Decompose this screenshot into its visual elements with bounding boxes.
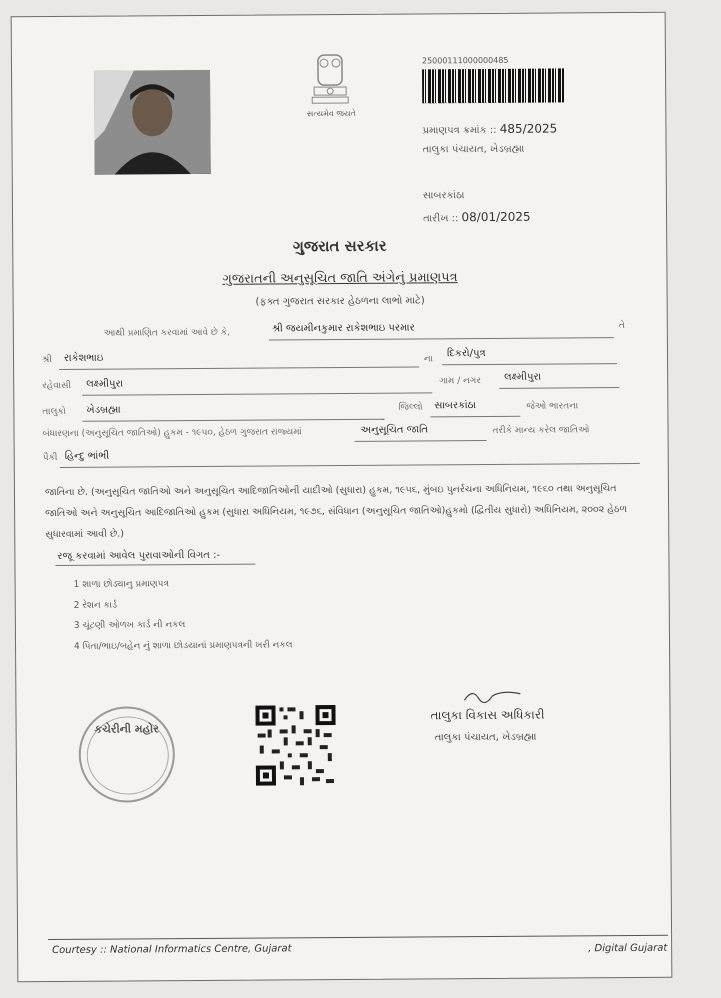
taluka: ખેડબ્રહ્મા	[86, 404, 121, 416]
issue-date: 08/01/2025	[461, 209, 531, 225]
country-suffix: જેઓ ભારતના	[526, 401, 579, 412]
signatory-office: તાલુકા પંચાયત, ખેડબ્રહ્મા	[434, 731, 537, 744]
certificate-subtitle: (ફક્ત ગુજરાત સરકાર હેઠળના લાભો માટે)	[255, 295, 425, 308]
barcode	[422, 68, 564, 103]
documents-list	[74, 573, 293, 657]
name-suffix: તે	[618, 321, 625, 332]
father-name: રાકેશભાઇ	[63, 352, 104, 364]
applicant-photo	[94, 70, 211, 175]
document-item: 3 ચૂંટણી ઓળખ કાર્ડ ની નકલ	[73, 620, 186, 631]
office-seal	[78, 706, 175, 803]
village: લક્ષ્મીપુરા	[504, 371, 542, 383]
signatory-title: તાલુકા વિકાસ અધિકારી	[430, 707, 545, 723]
issuing-office: તાલુકા પંચાયત, ખેડબ્રહ્મા	[422, 143, 525, 156]
village-label: ગામ / નગર	[439, 376, 482, 387]
footer-right: , Digital Gujarat	[588, 942, 668, 955]
district-label: જિલ્લો	[398, 402, 423, 413]
footer-courtesy: Courtesy :: National Informatics Centre, Gujarat	[52, 943, 292, 957]
seal-text: કચેરીની મહોર	[94, 722, 159, 736]
certificate-no: 485/2025	[499, 121, 558, 136]
district: સાબરકાંઠા	[434, 400, 476, 412]
order-text: બંધારણના (અનુસૂચિત જાતિઓ) હુકમ - ૧૯૫૦, હેઠળ ગુજરાત રાજ્યમાં	[42, 427, 302, 440]
certificate-no-label: પ્રમાણપત્ર ક્રમાંક ::	[422, 124, 497, 137]
father-prefix: શ્રી	[42, 355, 52, 366]
national-emblem	[302, 45, 359, 133]
resident-label: રહેવાસી	[42, 380, 71, 392]
holder-name: શ્રી જયમીનકુમાર રાકેશભાઇ પરમાર	[271, 322, 415, 335]
legal-paragraph: જાતિના છે. (અનુસૂચિત જાતિઓ અને અનુસૂચિત આદિજાતિઓની યાદીઓ (સુધારા) હુકમ, ૧૯૫૬, મુંબઇ પુનર્રચના અધિનિયમ, ૧૯૬૦ તથા અનુસૂચિત જાતિઓ અને અનુસૂચિત આદિજાતિઓ હુકમ (સુધારા અધિનિયમ, ૧૯૭૬, સંવિધાન (અનુસૂચિત જાતિઓ)હુકમો (દ્વિતીય સુધારો) અધિનિયમ, ૨૦૦૨ હેઠળ સુધારવામાં આવી છે.)	[44, 483, 628, 541]
date-label: તારીખ ::	[423, 213, 459, 225]
issuing-district: સાબરકાંઠા	[422, 190, 465, 202]
recognized-text: તરીકે માન્ય કરેલ જાતિઓ	[492, 425, 590, 436]
emblem-motto: સત્યમેવ જયતે	[306, 108, 356, 119]
relation: દિકરો/પુત્ર	[446, 347, 486, 360]
qr-code	[253, 703, 338, 788]
documents-heading: રજૂ કરવામાં આવેલ પુરાવાઓની વિગત :-	[57, 549, 221, 562]
caste: હિન્દુ ભાંભી	[64, 450, 110, 462]
caste-prefix: પૈકી	[42, 452, 58, 464]
serial-number: 25000111000000485	[421, 55, 509, 66]
relation-label: ના	[424, 354, 433, 365]
signature-scribble	[462, 686, 522, 706]
document-item: 2 રેશન કાર્ડ	[73, 600, 118, 611]
resident: લક્ષ્મીપુરા	[86, 378, 124, 390]
caste-category: અનુસૂચિત જાતિ	[360, 424, 428, 436]
intro-label: આથી પ્રમાણિત કરવામાં આવે છે કે,	[103, 327, 230, 339]
certificate-page	[11, 12, 673, 983]
taluka-label: તાલુકો	[42, 406, 67, 418]
document-item: 1 શાળા છોડ્યાનુ પ્રમાણપત્ર	[73, 579, 170, 590]
document-item: 4 પિતા/ભાઇ/બહેન નું શાળા છોડયાનાં પ્રમાણપત્રની ખરી નકલ	[74, 639, 293, 652]
government-title: ગુજરાત સરકાર	[292, 236, 387, 256]
certificate-title: ગુજરાતની અનુસૂચિત જાતિ અંગેનું પ્રમાણપત્ર	[222, 270, 458, 287]
